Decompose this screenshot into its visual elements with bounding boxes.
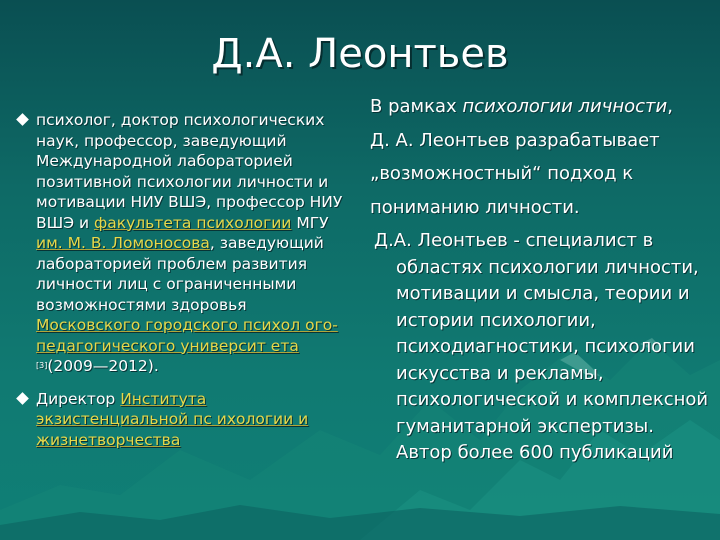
para-framework — [370, 94, 715, 121]
slide-title: Д.А. Леонтьев — [211, 31, 509, 77]
bio-years: (2009—2012). — [47, 357, 159, 375]
bio-text-3: , заведующий лабораторией проблем развития личности лиц с ограниченными возможностями здоровья — [36, 234, 324, 314]
link-mgppu[interactable]: Московского городского психол ого-педагогического университ ета — [36, 316, 338, 355]
description-block — [370, 94, 715, 467]
link-psychology-faculty[interactable]: факультета психологии — [93, 213, 292, 232]
footnote-ref[interactable]: [3] — [36, 361, 48, 370]
bio-text-2: МГУ — [291, 213, 329, 232]
bio-text-1: психолог, доктор психологических наук, профессор, заведующий Международной лабораторией позитивной психологии личности и мотивации НИУ ВШЭ, профессор НИУ ВШЭ и — [36, 111, 343, 232]
para-understanding: пониманию личности. — [370, 196, 580, 218]
diamond-bullet-icon — [16, 113, 29, 126]
para-framework-end: , — [667, 96, 673, 117]
link-lomonosov[interactable]: им. М. В. Ломоносова — [36, 234, 210, 252]
para-specialist: Д.А. Леонтьев - специалист в областях психологии личности, мотивации и смысла, теории и истории психологии, психодиагностики, психологии искусства и рекламы, психологической и комплексной гуманитарной экспертизы. Автор более 600 публикаций — [374, 230, 709, 463]
bullet-item-biography — [14, 110, 350, 377]
diamond-bullet-icon — [16, 392, 29, 405]
bullet-list — [14, 110, 350, 450]
para-approach: „возможностный“ подход к — [370, 163, 634, 184]
link-institute[interactable]: Института экзистенциальной пс ихологии и жизнетворчества — [36, 389, 309, 449]
director-text: Директор — [36, 389, 121, 408]
para-framework-italic: психологии личности — [462, 96, 668, 117]
bullet-item-director — [14, 389, 350, 451]
para-develops: Д. А. Леонтьев разрабатывает — [370, 129, 660, 151]
para-framework-text: В рамках — [370, 96, 463, 117]
reference-line — [36, 356, 350, 377]
